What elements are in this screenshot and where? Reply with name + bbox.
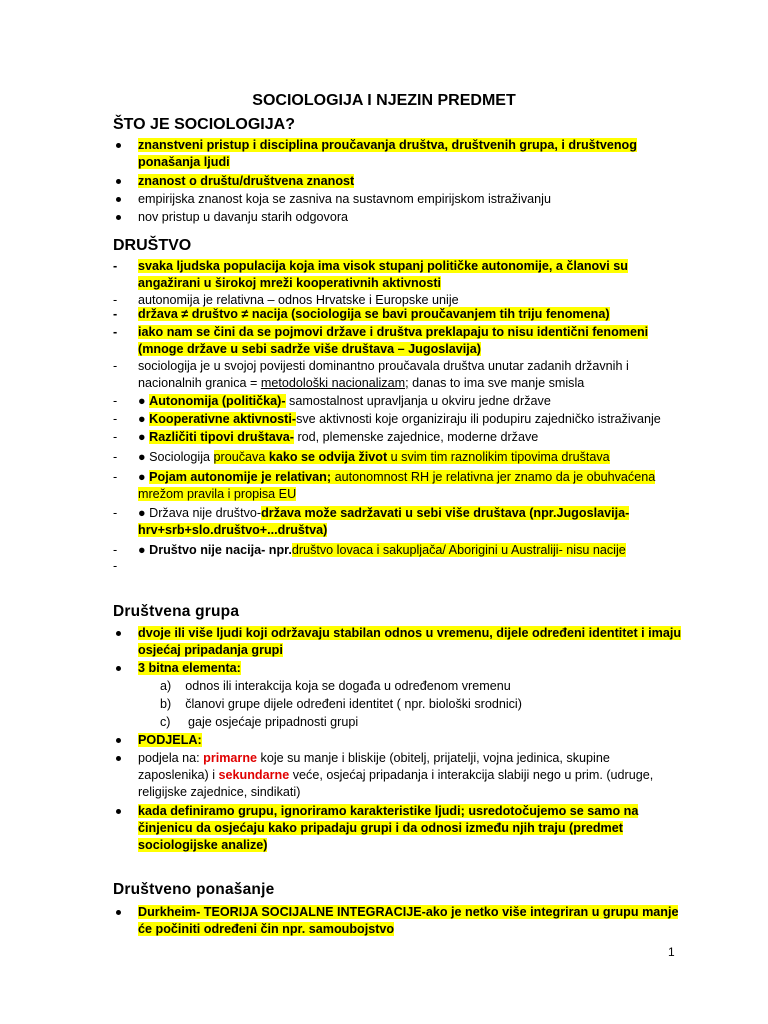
list-item: znanstveni pristup i disciplina proučavanja društva, društvenih grupa, i društvenog ponašanja ljudi bbox=[138, 138, 637, 169]
document-page: SOCIOLOGIJA I NJEZIN PREDMET ŠTO JE SOCIOLOGIJA? znanstveni pristup i disciplina proučavanja društva, društvenih grupa, i društvenog ponašanja ljudi znanost o društu/društvena znanost empirijska znanost koja se zasniva na sustavnom empirijskom istraživanju nov pristup u davanju starih odgovora DRUŠTVO - svaka ljudska populacija koja ima visok stupanj političke autonomije, a članovi su angažirani u širokoj mreži kooperativnih aktivnosti - autonomija je relativna – odnos Hrvatske i Europske unije - država ≠ društvo ≠ nacija (sociologija se bavi proučavanjem tih triju fenomena) - iako nam se čini da se pojmovi države i društva preklapaju to nisu identični fenomeni (mnoge države u sebi sadrže više društava – Jugoslavija) - sociologija je u svojoj povijesti dominantno proučavala društva unutar zadanih državnih i nacionalnih granica = metodološki nacionalizam; danas to ima sve manje smisla - ● Autonomija (politička)- samostalnost upravljanja u okviru jedne države - ● Kooperativne aktivnosti-sve aktivnosti koje organiziraju ili podupiru zajedničko istraživanje - ● Različiti tipovi društava- rod, plemenske zajednice, moderne države - ● Sociologija proučava kako se odvija život u svim tim raznolikim tipovima društava - ● Pojam autonomije je relativan; autonomnost RH je relativna jer znamo da je obuhvaćena mrežom pravila i propisa EU - ● Država nije društvo-država može sadržavati u sebi više društava (npr.Jugoslavija-hrv+srb+slo.društvo+...društva) - ● Društvo nije nacija- npr.društvo lovaca i sakupljača/ Aborigini u Australiji- nisu nacije - Društvena grupa dvoje ili više ljudi koji održavaju stabilan odnos u vremenu, dijele određeni identitet i imaju osjećaj pripadanja grupi 3 bitna elementa: a) odnos ili interakcija koja se događa u određenom vremenu b) članovi grupe dijele određeni identitet ( npr. biološki srodnici) c) gaje osjećaje pripadnosti grupi PODJELA: podjela na: primarne koje su manje i bliskije (obitelj, prijatelji, vojna jedinica, skupine zaposlenika) i sekundarne veće, osjećaj pripadanja i interakcija slabiji nego u prim. (udruge, religijske zajednice, sindikati) kada definiramo grupu, ignoriramo karakteristike ljudi; usredotočujemo se samo na činjenicu da osjećaju kako pripadaju grupi i da odnosi između njih traju (predmet sociologijske analize) Društveno ponašanje Durkheim- TEORIJA SOCIJALNE INTEGRACIJE-ako je netko više integriran u grupu manje će počiniti određeni čin npr. samoubojstvo 1 bbox=[0, 0, 768, 1024]
list-item: empirijska znanost koja se zasniva na sustavnom empirijskom istraživanju bbox=[138, 192, 551, 206]
heading-drustvo: DRUŠTVO bbox=[113, 237, 192, 254]
sub-item: b) članovi grupe dijele određeni identitet ( npr. biološki srodnici) bbox=[160, 697, 522, 711]
list-item: - država ≠ društvo ≠ nacija (sociologija se bavi proučavanjem tih triju fenomena) bbox=[113, 307, 610, 321]
heading-sto-je-sociologija: ŠTO JE SOCIOLOGIJA? bbox=[113, 116, 295, 133]
list-item: - ● Pojam autonomije je relativan; autonomnost RH je relativna jer znamo da je obuhvaćena mrežom pravila i propisa EU bbox=[113, 470, 656, 501]
sub-item: a) odnos ili interakcija koja se događa u određenom vremenu bbox=[160, 679, 511, 693]
list-item: - ● Različiti tipovi društava- rod, plemenske zajednice, moderne države bbox=[113, 430, 539, 444]
list-item: - sociologija je u svojoj povijesti dominantno proučavala društva unutar zadanih državnih i nacionalnih granica = metodološki nacionalizam; danas to ima sve manje smisla bbox=[113, 359, 629, 390]
list-item: podjela na: primarne koje su manje i bliskije (obitelj, prijatelji, vojna jedinica, skupine zaposlenika) i sekundarne veće, osjećaj pripadanja i interakcija slabiji nego u prim. (udruge, religijske zajednice, sindikati) bbox=[138, 751, 654, 799]
list-item: nov pristup u davanju starih odgovora bbox=[138, 210, 349, 224]
list-item: - ● Kooperativne aktivnosti-sve aktivnosti koje organiziraju ili podupiru zajedničko istraživanje bbox=[113, 412, 661, 426]
list-item: kada definiramo grupu, ignoriramo karakteristike ljudi; usredotočujemo se samo na činjenicu da osjećaju kako pripadaju grupi i da odnosi između njih traju (predmet sociologijske analize) bbox=[138, 804, 639, 852]
list-item: - ● Autonomija (politička)- samostalnost upravljanja u okviru jedne države bbox=[113, 394, 551, 408]
sub-item: c) gaje osjećaje pripadnosti grupi bbox=[160, 715, 359, 729]
list-item: dvoje ili više ljudi koji održavaju stabilan odnos u vremenu, dijele određeni identitet i imaju osjećaj pripadanja grupi bbox=[138, 626, 682, 657]
heading-drustveno-ponasanje: Društveno ponašanje bbox=[113, 881, 275, 898]
list-item: - ● Država nije društvo-država može sadržavati u sebi više društava (npr.Jugoslavija-hrv+srb+slo.društvo+...društva) bbox=[113, 506, 630, 537]
list-item: - svaka ljudska populacija koja ima visok stupanj političke autonomije, a članovi su angažirani u širokoj mreži kooperativnih aktivnosti bbox=[113, 259, 628, 290]
list-item: - ● Sociologija proučava kako se odvija život u svim tim raznolikim tipovima društava bbox=[113, 450, 610, 464]
list-item: Durkheim- TEORIJA SOCIJALNE INTEGRACIJE-ako je netko više integriran u grupu manje će počiniti određeni čin npr. samoubojstvo bbox=[138, 905, 679, 936]
list-item: - iako nam se čini da se pojmovi države i društva preklapaju to nisu identični fenomeni (mnoge države u sebi sadrže više društava – Jugoslavija) bbox=[113, 325, 649, 356]
list-item: 3 bitna elementa: bbox=[138, 661, 241, 675]
list-item: - ● Društvo nije nacija- npr.društvo lovaca i sakupljača/ Aborigini u Australiji- nisu nacije bbox=[113, 543, 626, 557]
document-title: SOCIOLOGIJA I NJEZIN PREDMET bbox=[252, 92, 516, 109]
list-item: - autonomija je relativna – odnos Hrvatske i Europske unije bbox=[113, 293, 459, 307]
list-item: znanost o društu/društvena znanost bbox=[138, 174, 355, 188]
page-number: 1 bbox=[668, 945, 675, 959]
heading-drustvena-grupa: Društvena grupa bbox=[113, 603, 240, 620]
list-item: PODJELA: bbox=[138, 733, 202, 747]
